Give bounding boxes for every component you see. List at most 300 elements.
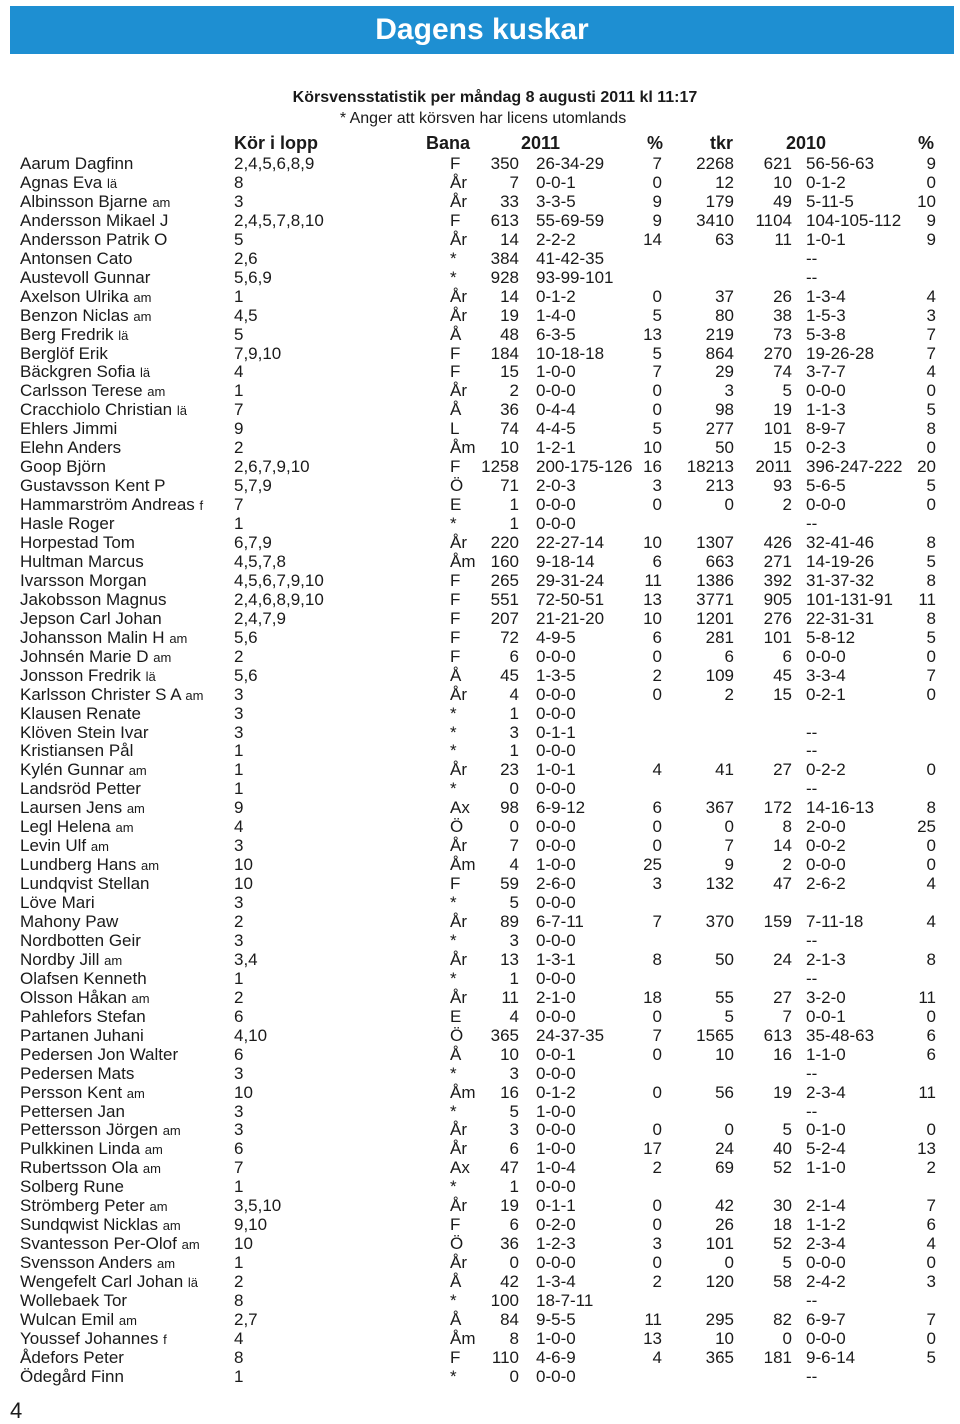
row-starts-2010: 74 <box>773 362 792 382</box>
row-percent-2011: 5 <box>652 305 662 325</box>
row-results-2010: 5-8-12 <box>806 627 856 647</box>
driver-name-text: Kristiansen Pål <box>20 741 134 761</box>
row-results-2011: 21-21-20 <box>536 608 605 628</box>
table-row <box>0 741 960 760</box>
table-row <box>0 344 960 363</box>
row-percent-2011: 0 <box>652 836 662 856</box>
row-bana: År <box>450 286 467 306</box>
table-row <box>0 609 960 628</box>
table-row <box>0 552 960 571</box>
row-results-2011: 41-42-35 <box>536 248 605 268</box>
header-kor-i-lopp: Kör i lopp <box>234 133 318 153</box>
row-driver-name <box>20 325 128 345</box>
row-percent-2011: 11 <box>644 1309 662 1329</box>
driver-name-text: Nordbotten Geir <box>20 930 141 950</box>
row-starts-2010: 16 <box>773 1044 792 1064</box>
row-tkr: 0 <box>724 817 734 837</box>
table-row <box>0 154 960 173</box>
row-results-2010: 0-0-1 <box>806 1006 846 1026</box>
row-results-2010: 5-3-8 <box>806 324 846 344</box>
row-results-2010: 22-31-31 <box>806 608 875 628</box>
license-tag: am <box>162 1218 181 1234</box>
driver-name-text: Cracchiolo Christian <box>20 400 173 420</box>
row-results-2011: 55-69-59 <box>536 210 605 230</box>
driver-name-text: Hasle Roger <box>20 514 115 534</box>
license-tag: am <box>162 1123 181 1139</box>
row-driver-name <box>20 590 166 609</box>
driver-name-text: Pulkkinen Linda <box>20 1139 141 1159</box>
page-title: Dagens kuskar <box>375 13 589 46</box>
row-results-2010: 14-16-13 <box>806 798 875 818</box>
row-results-2010: -- <box>806 1063 818 1083</box>
row-results-2011: 1-0-4 <box>536 1158 576 1178</box>
row-percent-2011: 0 <box>652 286 662 306</box>
row-kor-i-lopp: 1 <box>234 1366 244 1386</box>
row-percent-2010: 0 <box>926 760 936 780</box>
table-row <box>0 1139 960 1158</box>
row-percent-2011: 2 <box>652 1158 662 1178</box>
row-starts-2011: 4 <box>509 1006 519 1026</box>
row-percent-2011: 9 <box>652 210 662 230</box>
row-starts-2011: 184 <box>490 343 519 363</box>
table-row <box>0 495 960 514</box>
row-results-2011: 0-0-0 <box>536 893 576 913</box>
row-starts-2011: 7 <box>509 172 519 192</box>
page-number: 4 <box>10 1398 23 1423</box>
row-starts-2011: 110 <box>491 1347 519 1367</box>
row-bana: Å <box>450 324 462 344</box>
row-bana: F <box>450 343 461 363</box>
row-bana: Åm <box>450 551 476 571</box>
row-starts-2011: 207 <box>490 608 519 628</box>
table-row <box>0 1329 960 1348</box>
row-percent-2011: 0 <box>652 646 662 666</box>
license-tag: am <box>90 839 109 855</box>
row-bana: E <box>450 495 462 515</box>
row-driver-name <box>20 950 122 970</box>
row-results-2011: 1-3-5 <box>536 665 576 685</box>
row-driver-name <box>20 817 134 837</box>
license-tag: am <box>126 1085 145 1101</box>
row-bana: F <box>450 589 461 609</box>
row-starts-2010: 1104 <box>755 210 792 230</box>
row-percent-2011: 0 <box>652 684 662 704</box>
driver-name-text: Johnsén Marie D <box>20 646 149 666</box>
row-starts-2011: 1 <box>509 741 519 761</box>
row-results-2010: 5-6-5 <box>806 476 846 496</box>
row-results-2010: -- <box>806 267 818 287</box>
row-percent-2011: 0 <box>652 1253 662 1273</box>
row-results-2010: 0-0-0 <box>806 855 846 875</box>
table-row <box>0 988 960 1007</box>
row-bana: Åm <box>450 855 476 875</box>
row-results-2010: 2-4-2 <box>806 1272 846 1292</box>
driver-name-text: Pedersen Mats <box>20 1063 135 1083</box>
row-percent-2010: 6 <box>926 1215 936 1235</box>
row-bana: * <box>450 248 457 268</box>
row-starts-2011: 89 <box>500 912 519 931</box>
driver-name-text: Klöven Stein Ivar <box>20 722 149 742</box>
row-percent-2011: 6 <box>652 627 662 647</box>
driver-name-text: Strömberg Peter <box>20 1196 145 1216</box>
row-starts-2011: 5 <box>509 1101 519 1121</box>
row-starts-2011: 1258 <box>481 457 519 477</box>
row-starts-2011: 14 <box>500 286 519 306</box>
driver-name-text: Jepson Carl Johan <box>20 608 162 628</box>
row-starts-2011: 74 <box>500 419 519 439</box>
row-results-2011: 0-0-0 <box>536 930 576 950</box>
row-tkr: 219 <box>705 324 734 344</box>
row-driver-name <box>20 647 171 667</box>
row-kor-i-lopp: 2,6 <box>234 248 258 268</box>
row-percent-2010: 3 <box>926 305 936 325</box>
row-percent-2010: 7 <box>926 1196 936 1216</box>
row-bana: År <box>450 172 467 192</box>
row-results-2010: 31-37-32 <box>806 570 875 590</box>
row-tkr: 1307 <box>696 533 734 552</box>
driver-name-text: Ådefors Peter <box>20 1347 124 1367</box>
row-bana: År <box>450 1120 467 1140</box>
row-results-2010: 2-1-3 <box>806 949 846 969</box>
driver-name-text: Pettersson Jörgen <box>20 1120 158 1140</box>
driver-name-text: Mahony Paw <box>20 912 119 931</box>
row-starts-2011: 98 <box>500 798 519 818</box>
row-bana: År <box>450 381 467 401</box>
row-kor-i-lopp: 5,7,9 <box>234 476 272 496</box>
row-kor-i-lopp: 10 <box>234 874 253 894</box>
row-driver-name <box>20 1310 137 1330</box>
driver-name-text: Rubertsson Ola <box>20 1158 139 1178</box>
row-starts-2010: 159 <box>763 912 792 931</box>
row-tkr: 69 <box>715 1158 734 1178</box>
row-starts-2011: 265 <box>490 570 519 590</box>
row-results-2011: 0-0-0 <box>536 968 576 988</box>
row-percent-2010: 4 <box>926 362 936 382</box>
row-results-2011: 6-3-5 <box>536 324 576 344</box>
row-starts-2011: 928 <box>490 267 519 287</box>
row-bana: År <box>450 912 467 931</box>
row-percent-2010: 4 <box>926 874 936 894</box>
row-driver-name <box>20 552 144 571</box>
row-percent-2010: 20 <box>917 457 936 477</box>
row-starts-2010: 27 <box>773 987 792 1007</box>
row-kor-i-lopp: 2,7 <box>234 1309 258 1329</box>
table-row <box>0 362 960 381</box>
row-percent-2011: 3 <box>652 1234 662 1254</box>
table-row <box>0 268 960 287</box>
row-results-2010: 3-3-4 <box>806 665 846 685</box>
row-kor-i-lopp: 2 <box>234 912 244 931</box>
row-results-2010: 101-131-91 <box>806 589 893 609</box>
row-results-2010: 1-5-3 <box>806 305 846 325</box>
row-tkr: 663 <box>705 551 734 571</box>
row-starts-2011: 100 <box>490 1291 519 1310</box>
subtitle: Körsvensstatistik per måndag 8 augusti 2011 kl 11:17 <box>292 89 698 106</box>
row-results-2011: 2-0-3 <box>536 476 576 496</box>
row-starts-2011: 3 <box>509 1063 519 1083</box>
row-kor-i-lopp: 6,7,9 <box>234 533 272 552</box>
row-results-2011: 9-5-5 <box>536 1309 576 1329</box>
row-starts-2010: 45 <box>773 665 792 685</box>
table-row <box>0 1253 960 1272</box>
driver-name-text: Aarum Dagfinn <box>20 154 134 173</box>
row-results-2011: 2-2-2 <box>536 229 576 249</box>
row-starts-2011: 0 <box>509 1253 519 1273</box>
driver-name-text: Persson Kent <box>20 1082 123 1102</box>
row-kor-i-lopp: 5,6 <box>234 627 258 647</box>
row-kor-i-lopp: 6 <box>234 1006 244 1026</box>
driver-name-text: Svantesson Per-Olof <box>20 1234 177 1254</box>
row-bana: År <box>450 760 467 780</box>
driver-name-text: Berg Fredrik <box>20 324 114 344</box>
table-row <box>0 571 960 590</box>
table-row <box>0 704 960 723</box>
row-results-2010: 0-1-2 <box>806 172 846 192</box>
row-starts-2010: 30 <box>773 1196 792 1216</box>
table-row <box>0 514 960 533</box>
row-percent-2010: 7 <box>926 665 936 685</box>
row-driver-name <box>20 381 165 401</box>
row-driver-name <box>20 988 150 1008</box>
row-percent-2011: 3 <box>652 476 662 496</box>
row-tkr: 10 <box>715 1328 734 1348</box>
row-driver-name <box>20 287 151 307</box>
row-kor-i-lopp: 6 <box>234 1044 244 1064</box>
row-driver-name <box>20 723 149 742</box>
license-tag: am <box>131 990 150 1006</box>
row-starts-2011: 11 <box>501 987 519 1007</box>
row-percent-2010: 0 <box>926 1120 936 1140</box>
row-results-2011: 24-37-35 <box>536 1025 605 1045</box>
row-percent-2010: 0 <box>926 646 936 666</box>
row-results-2011: 1-0-0 <box>536 855 576 875</box>
row-percent-2010: 4 <box>926 1234 936 1254</box>
table-row <box>0 230 960 249</box>
row-percent-2010: 0 <box>926 438 936 458</box>
driver-name-text: Olafsen Kenneth <box>20 968 147 988</box>
row-percent-2011: 0 <box>652 495 662 515</box>
table-row <box>0 798 960 817</box>
row-tkr: 6 <box>724 646 734 666</box>
driver-name-text: Albinsson Bjarne <box>20 191 148 211</box>
driver-name-text: Lundberg Hans <box>20 855 137 875</box>
row-bana: År <box>450 684 467 704</box>
row-percent-2010: 0 <box>926 1328 936 1348</box>
row-kor-i-lopp: 2,4,5,7,8,10 <box>234 210 324 230</box>
row-starts-2011: 47 <box>500 1158 519 1178</box>
row-kor-i-lopp: 4,10 <box>234 1025 268 1045</box>
driver-name-text: Pettersen Jan <box>20 1101 125 1121</box>
row-results-2011: 18-7-11 <box>536 1291 594 1310</box>
row-percent-2010: 0 <box>926 1006 936 1026</box>
row-percent-2010: 5 <box>926 1347 936 1367</box>
row-starts-2010: 172 <box>763 798 792 818</box>
row-starts-2010: 6 <box>782 646 792 666</box>
row-results-2011: 1-2-3 <box>536 1234 576 1254</box>
row-starts-2010: 49 <box>773 191 792 211</box>
row-results-2011: 93-99-101 <box>536 267 614 287</box>
row-results-2011: 0-0-0 <box>536 779 576 799</box>
row-percent-2010: 5 <box>926 551 936 571</box>
row-kor-i-lopp: 5 <box>234 229 244 249</box>
row-starts-2011: 42 <box>500 1272 519 1292</box>
row-results-2011: 72-50-51 <box>536 589 605 609</box>
row-bana: * <box>450 779 457 799</box>
row-bana: * <box>450 1063 457 1083</box>
row-driver-name <box>20 173 117 193</box>
row-driver-name <box>20 1196 168 1216</box>
row-starts-2010: 2011 <box>755 457 792 477</box>
row-driver-name <box>20 685 203 705</box>
row-starts-2010: 7 <box>782 1006 792 1026</box>
row-percent-2010: 13 <box>917 1139 936 1159</box>
driver-name-text: Pahlefors Stefan <box>20 1006 146 1026</box>
row-driver-name <box>20 476 166 495</box>
header-2011: 2011 <box>521 133 561 153</box>
row-results-2011: 1-0-0 <box>536 362 576 382</box>
row-starts-2010: 52 <box>773 1234 792 1254</box>
driver-name-text: Löve Mari <box>20 893 95 913</box>
row-percent-2010: 8 <box>926 798 936 818</box>
row-results-2011: 4-6-9 <box>536 1347 576 1367</box>
row-percent-2010: 8 <box>926 949 936 969</box>
row-results-2011: 4-9-5 <box>536 627 576 647</box>
driver-name-text: Klausen Renate <box>20 703 141 723</box>
row-driver-name <box>20 268 150 287</box>
row-bana: * <box>450 722 457 742</box>
row-bana: Ax <box>450 1158 470 1178</box>
driver-name-text: Hultman Marcus <box>20 551 144 571</box>
row-results-2010: 396-247-222 <box>806 457 903 477</box>
row-kor-i-lopp: 1 <box>234 968 244 988</box>
row-starts-2011: 72 <box>500 627 519 647</box>
row-driver-name <box>20 344 108 363</box>
row-results-2011: 1-3-4 <box>536 1272 576 1292</box>
row-results-2010: 5-2-4 <box>806 1139 846 1159</box>
row-results-2010: 2-3-4 <box>806 1234 846 1254</box>
driver-name-text: Axelson Ulrika <box>20 286 129 306</box>
driver-name-text: Olsson Håkan <box>20 987 127 1007</box>
row-results-2011: 1-0-0 <box>536 1101 576 1121</box>
row-starts-2010: 0 <box>782 1328 792 1348</box>
row-bana: År <box>450 1196 467 1216</box>
row-percent-2011: 7 <box>652 362 662 382</box>
row-percent-2011: 17 <box>643 1139 662 1159</box>
row-starts-2011: 33 <box>500 191 519 211</box>
row-starts-2011: 23 <box>500 760 519 780</box>
row-results-2010: 1-3-4 <box>806 286 846 306</box>
row-kor-i-lopp: 3 <box>234 191 244 211</box>
driver-name-text: Horpestad Tom <box>20 533 135 552</box>
row-tkr: 367 <box>705 798 734 818</box>
row-percent-2011: 7 <box>652 1025 662 1045</box>
row-results-2010: 14-19-26 <box>806 551 875 571</box>
row-starts-2010: 613 <box>763 1025 792 1045</box>
driver-name-text: Goop Björn <box>20 457 106 477</box>
table-row <box>0 476 960 495</box>
row-tkr: 80 <box>715 305 734 325</box>
row-percent-2010: 7 <box>926 324 936 344</box>
row-starts-2010: 271 <box>763 551 792 571</box>
row-starts-2011: 10 <box>500 1044 519 1064</box>
row-results-2010: 2-0-0 <box>806 817 846 837</box>
row-bana: Ö <box>450 476 464 496</box>
license-tag: lä <box>187 1275 199 1291</box>
license-tag: lä <box>106 175 118 191</box>
row-percent-2011: 13 <box>643 324 662 344</box>
row-percent-2011: 2 <box>652 665 662 685</box>
table-row <box>0 533 960 552</box>
row-tkr: 101 <box>705 1234 734 1254</box>
row-starts-2011: 15 <box>500 362 519 382</box>
row-tkr: 120 <box>705 1272 734 1292</box>
row-tkr: 109 <box>705 665 734 685</box>
row-kor-i-lopp: 3 <box>234 722 244 742</box>
row-driver-name <box>20 1102 125 1121</box>
row-results-2010: 32-41-46 <box>806 533 875 552</box>
row-driver-name <box>20 912 118 931</box>
row-kor-i-lopp: 8 <box>234 172 244 192</box>
row-percent-2011: 4 <box>652 760 662 780</box>
row-kor-i-lopp: 3,4 <box>234 949 258 969</box>
row-percent-2010: 2 <box>926 1158 936 1178</box>
row-percent-2010: 6 <box>926 1025 936 1045</box>
row-percent-2010: 25 <box>917 817 936 837</box>
row-kor-i-lopp: 7 <box>234 1158 244 1178</box>
row-bana: Å <box>450 400 462 420</box>
row-bana: År <box>450 533 467 552</box>
row-starts-2011: 8 <box>509 1328 519 1348</box>
row-starts-2011: 3 <box>509 930 519 950</box>
driver-name-text: Pedersen Jon Walter <box>20 1044 179 1064</box>
header-percent-2011: % <box>647 133 664 153</box>
row-percent-2010: 8 <box>926 419 936 439</box>
row-percent-2010: 3 <box>926 1272 936 1292</box>
row-results-2011: 0-1-2 <box>536 286 576 306</box>
row-tkr: 63 <box>715 229 734 249</box>
row-kor-i-lopp: 9 <box>234 798 244 818</box>
table-row <box>0 1215 960 1234</box>
row-results-2011: 0-0-0 <box>536 514 576 534</box>
row-percent-2010: 0 <box>926 381 936 401</box>
row-starts-2011: 160 <box>490 551 519 571</box>
row-starts-2011: 84 <box>500 1309 519 1329</box>
row-percent-2010: 0 <box>926 836 936 856</box>
row-percent-2011: 5 <box>652 419 662 439</box>
row-starts-2010: 40 <box>773 1139 792 1159</box>
row-results-2011: 6-7-11 <box>536 912 584 931</box>
row-starts-2011: 2 <box>509 381 519 401</box>
row-percent-2010: 8 <box>926 608 936 628</box>
row-driver-name <box>20 419 117 438</box>
row-starts-2011: 4 <box>509 855 519 875</box>
table-row <box>0 1083 960 1102</box>
row-results-2011: 0-0-0 <box>536 741 576 761</box>
table-row <box>0 1272 960 1291</box>
row-percent-2011: 0 <box>652 172 662 192</box>
row-kor-i-lopp: 2 <box>234 1272 244 1292</box>
row-tkr: 213 <box>705 476 734 496</box>
row-driver-name <box>20 495 203 515</box>
row-driver-name <box>20 571 147 590</box>
license-tag: f <box>199 498 204 514</box>
row-driver-name <box>20 400 187 420</box>
row-starts-2010: 5 <box>782 1253 792 1273</box>
row-starts-2010: 181 <box>763 1347 792 1367</box>
driver-name-text: Laursen Jens <box>20 798 123 818</box>
row-kor-i-lopp: 9 <box>234 419 244 439</box>
driver-name-text: Bäckgren Sofia <box>20 362 136 382</box>
